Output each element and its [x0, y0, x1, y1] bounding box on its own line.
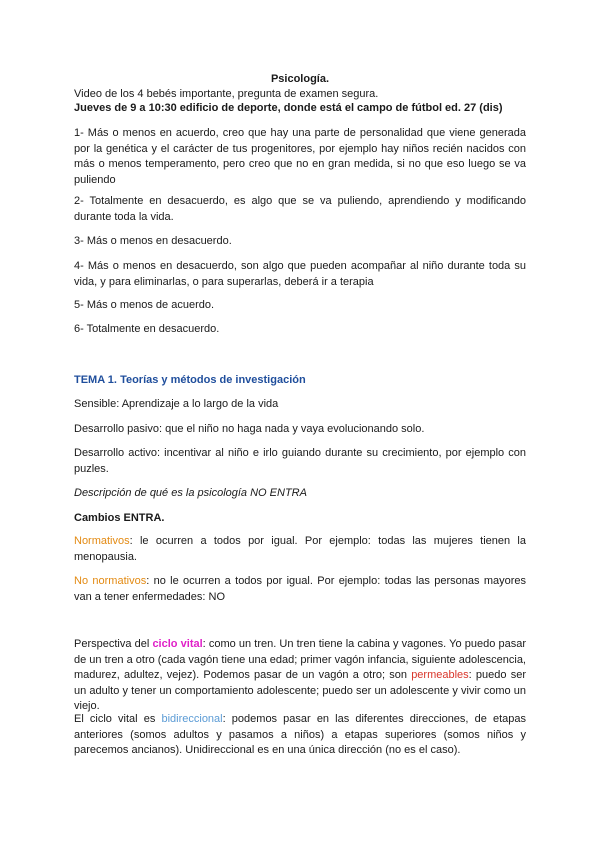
definition-pasivo: Desarrollo pasivo: que el niño no haga nada y vaya evolucionando solo. — [74, 423, 425, 435]
ciclo-vital-paragraph — [74, 637, 526, 715]
no-normativos-text: : no le ocurren a todos por igual. Por ejemplo: todas las personas mayores van a tener enfermedades: NO — [74, 575, 527, 603]
ciclo-intro: Perspectiva del — [74, 638, 153, 650]
tema-label: TEMA 1. — [74, 374, 117, 386]
answer-5: 5- Más o menos de acuerdo. — [74, 299, 215, 311]
bidireccional-term: bidireccional — [161, 713, 223, 725]
exam-note: Video de los 4 bebés importante, pregunta de examen segura. — [74, 88, 379, 100]
no-normativos-term: No normativos — [74, 575, 147, 587]
ciclo-description: : como un tren. Un tren tiene la cabina y vagones. Yo puedo pasar de un tren a otro (cada vagón tiene una edad; primer vagón infancia, siguiente adolescencia, madurez, adultez, vejez). Podemos pasar de un vagón a otro; son — [74, 638, 526, 681]
descripcion-note: Descripción de qué es la psicología NO ENTRA — [74, 487, 307, 499]
normativos-paragraph — [74, 534, 526, 565]
no-normativos-paragraph — [74, 574, 526, 605]
answer-1: 1- Más o menos en acuerdo, creo que hay una parte de personalidad que viene generada por la genética y el carácter de tus progenitores, por ejemplo hay niños recién nacidos con más o menos temperamento, pero creo que no en gran medida, si no que eso luego se va puliendo — [74, 127, 526, 186]
normativos-text: : le ocurren a todos por igual. Por ejemplo: todas las mujeres tienen la menopausia. — [74, 535, 526, 563]
cambios-heading: Cambios ENTRA. — [74, 512, 165, 524]
schedule-note: Jueves de 9 a 10:30 edificio de deporte, donde está el campo de fútbol ed. 27 (dis) — [74, 102, 503, 114]
normativos-term: Normativos — [74, 535, 130, 547]
bidireccional-paragraph — [74, 712, 526, 759]
tema-title: Teorías y métodos de investigación — [120, 374, 306, 386]
answer-2: 2- Totalmente en desacuerdo, es algo que se va puliendo, aprendiendo y modificando durante toda la vida. — [74, 195, 526, 223]
definition-sensible: Sensible: Aprendizaje a lo largo de la vida — [74, 398, 279, 410]
page-title: Psicología. — [270, 73, 330, 85]
tema-heading — [74, 373, 526, 388]
permeables-description: : puedo ser un adulto y tener un comportamiento adolescente; puedo ser un adolescente y vivir como un viejo. — [74, 669, 526, 712]
answer-6: 6- Totalmente en desacuerdo. — [74, 323, 220, 335]
answer-3: 3- Más o menos en desacuerdo. — [74, 235, 232, 247]
bidireccional-intro: El ciclo vital es — [74, 713, 162, 725]
answer-4: 4- Más o menos en desacuerdo, son algo que pueden acompañar al niño durante toda su vida, y para eliminarlas, o para superarlas, deberá ir a terapia — [74, 260, 526, 288]
ciclo-vital-term: ciclo vital — [152, 638, 203, 650]
bidireccional-description: : podemos pasar en las diferentes direcciones, de etapas anteriores (somos adultos y pasamos a niños) a etapas superiores (somos niños y parecemos ancianos). Unidireccional es en una única dirección (no es el caso). — [74, 713, 526, 756]
permeables-term: permeables — [411, 669, 469, 681]
definition-activo: Desarrollo activo: incentivar al niño e irlo guiando durante su crecimiento, por ejemplo con puzles. — [74, 447, 526, 475]
